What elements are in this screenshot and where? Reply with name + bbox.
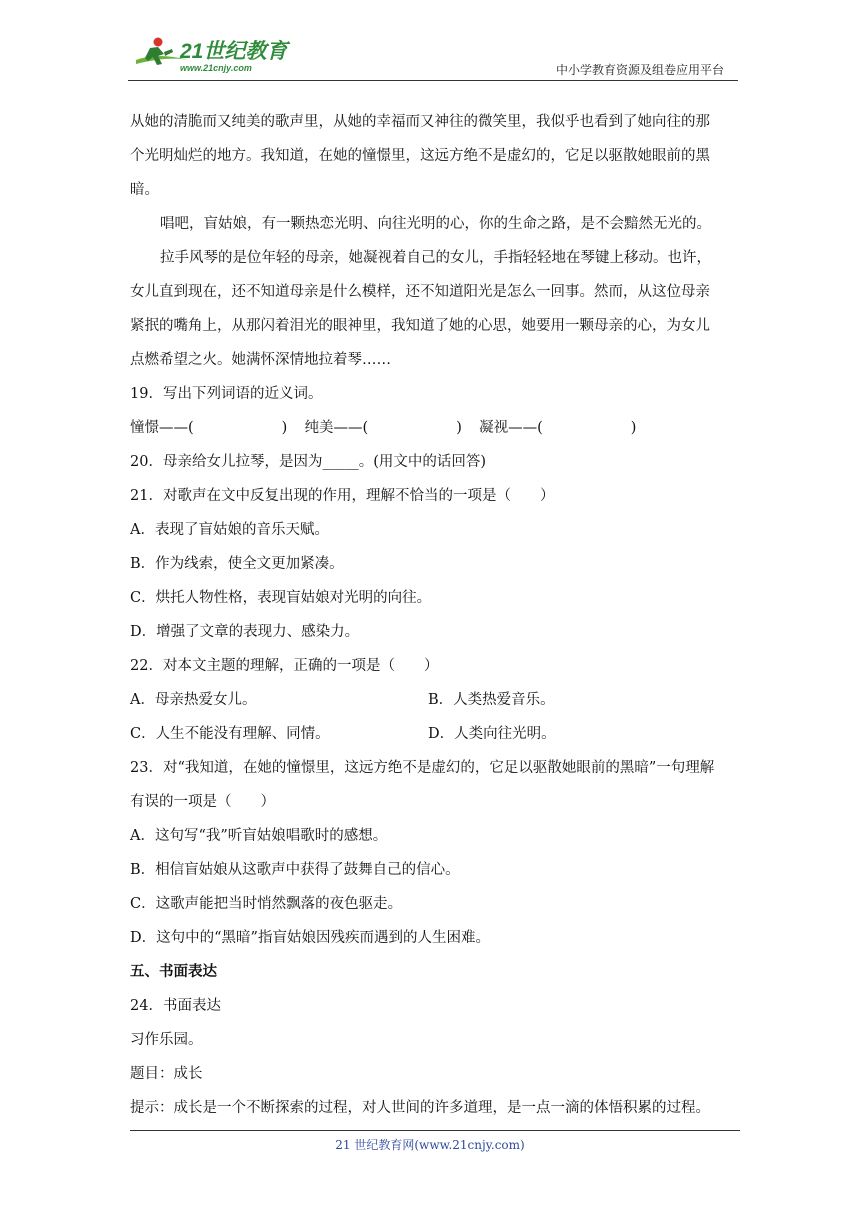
writing-hint: 提示：成长是一个不断探索的过程，对人世间的许多道理，是一点一滴的体悟积累的过程。 — [130, 1100, 710, 1116]
synonym-blank-3-close: ) — [630, 420, 637, 436]
footer-divider — [130, 1130, 740, 1131]
synonym-blank-3-label: 凝视——( — [479, 420, 543, 436]
svg-text:21世纪教育: 21世纪教育 — [180, 40, 288, 63]
synonym-blank-2-label: 纯美——( — [304, 420, 369, 436]
question-19-blanks — [130, 418, 636, 438]
synonym-blank-1-close: ) — [281, 420, 288, 436]
writing-intro: 习作乐园。 — [130, 1032, 203, 1048]
passage-line: 暗。 — [130, 182, 159, 198]
option-22-a: A．母亲热爱女儿。 — [130, 692, 257, 708]
question-24: 24．书面表达 — [130, 998, 221, 1014]
page-header — [128, 30, 738, 82]
synonym-blank-1-label: 憧憬——( — [130, 420, 194, 436]
option-21-b: B．作为线索，使全文更加紧凑。 — [130, 556, 344, 572]
option-23-c: C．这歌声能把当时悄然飘落的夜色驱走。 — [130, 896, 403, 912]
passage-line: 女儿直到现在，还不知道母亲是什么模样，还不知道阳光是怎么一回事。然而，从这位母亲 — [130, 284, 710, 300]
option-21-a: A．表现了盲姑娘的音乐天赋。 — [130, 522, 329, 538]
passage-line: 紧抿的嘴角上，从那闪着泪光的眼神里，我知道了她的心思，她要用一颗母亲的心，为女儿 — [130, 318, 710, 334]
question-21: 21．对歌声在文中反复出现的作用，理解不恰当的一项是（ ） — [130, 488, 555, 504]
option-21-d: D．增强了文章的表现力、感染力。 — [130, 624, 360, 640]
option-23-a: A．这句写“我”听盲姑娘唱歌时的感想。 — [130, 828, 388, 844]
question-20: 20．母亲给女儿拉琴，是因为_____。(用文中的话回答) — [130, 454, 487, 470]
option-21-c: C．烘托人物性格，表现盲姑娘对光明的向往。 — [130, 590, 432, 606]
question-23-cont: 有误的一项是（ ） — [130, 794, 275, 810]
option-22-d: D．人类向往光明。 — [428, 726, 556, 742]
option-22-b: B．人类热爱音乐。 — [428, 692, 555, 708]
passage-line: 唱吧，盲姑娘，有一颗热恋光明、向往光明的心，你的生命之路，是不会黯然无光的。 — [160, 216, 711, 232]
passage-line: 从她的清脆而又纯美的歌声里，从她的幸福而又神往的微笑里，我似乎也看到了她向往的那 — [130, 114, 710, 130]
writing-title: 题目：成长 — [130, 1066, 203, 1082]
svg-text:www.21cnjy.com: www.21cnjy.com — [180, 63, 252, 73]
passage-line: 拉手风琴的是位年轻的母亲，她凝视着自己的女儿，手指轻轻地在琴键上移动。也许， — [160, 250, 711, 266]
option-23-b: B．相信盲姑娘从这歌声中获得了鼓舞自己的信心。 — [130, 862, 460, 878]
platform-name: 中小学教育资源及组卷应用平台 — [555, 63, 724, 77]
option-22-c: C．人生不能没有理解、同情。 — [130, 726, 330, 742]
synonym-blank-2-close: ) — [456, 420, 462, 436]
question-22: 22．对本文主题的理解，正确的一项是（ ） — [130, 658, 439, 674]
page-footer: 21 世纪教育网(www.21cnjy.com) — [335, 1138, 525, 1152]
passage-line: 点燃希望之火。她满怀深情地拉着琴…… — [130, 352, 391, 368]
question-23: 23．对“我知道，在她的憧憬里，这远方绝不是虚幻的，它足以驱散她眼前的黑暗”一句理解 — [130, 760, 715, 776]
site-logo — [128, 30, 298, 78]
question-19: 19．写出下列词语的近义词。 — [130, 386, 323, 402]
passage-line: 个光明灿烂的地方。我知道，在她的憧憬里，这远方绝不是虚幻的，它足以驱散她眼前的黑 — [130, 148, 710, 164]
section-heading: 五、书面表达 — [130, 963, 217, 980]
option-23-d: D．这句中的“黑暗”指盲姑娘因残疾而遇到的人生困难。 — [130, 930, 490, 946]
header-divider — [128, 80, 738, 81]
